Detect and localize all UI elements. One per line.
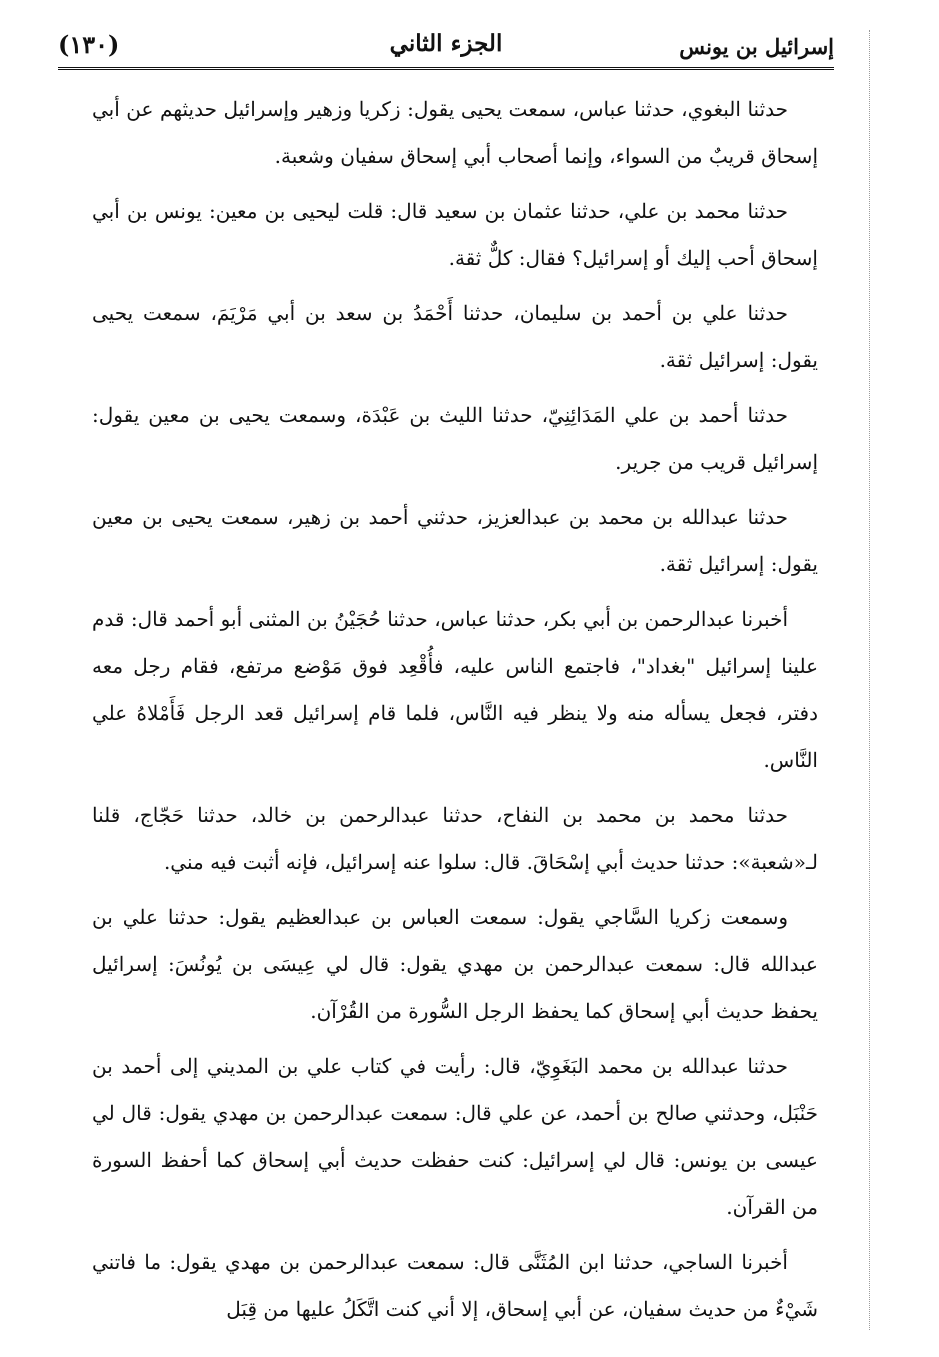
scan-edge-line <box>869 30 870 1330</box>
paragraph-3: حدثنا علي بن أحمد بن سليمان، حدثنا أَحْمَدُ بن سعد بن أبي مَرْيَمَ، سمعت يحيى يقول: إسرائيل ثقة. <box>92 301 818 372</box>
page-number: (١٣٠) <box>58 30 120 59</box>
paragraph-7: حدثنا محمد بن محمد بن النفاح، حدثنا عبدالرحمن بن خالد، حدثنا حَجّاج، قلنا لـ«شعبة»: حدثنا حديث أبي إسْحَاقَ. قال: سلوا عنه إسرائيل، فإنه أثبت فيه مني. <box>92 803 818 874</box>
paragraph-2: حدثنا محمد بن علي، حدثنا عثمان بن سعيد قال: قلت ليحيى بن معين: يونس بن أبي إسحاق أحب إليك أو إسرائيل؟ فقال: كلٌّ ثقة. <box>92 199 818 270</box>
paragraph-10: أخبرنا الساجي، حدثنا ابن المُثَنَّى قال: سمعت عبدالرحمن بن مهدي يقول: ما فاتني شَيْءٌ من حديث سفيان، عن أبي إسحاق، إلا أني كنت اتَّكَلُ عليها من قِبَل <box>92 1250 818 1321</box>
page-header <box>58 28 834 68</box>
paragraph-1: حدثنا البغوي، حدثنا عباس، سمعت يحيى يقول: زكريا وزهير وإسرائيل حديثهم عن أبي إسحاق قريبٌ من السواء، وإنما أصحاب أبي إسحاق سفيان وشعبة. <box>92 97 818 168</box>
paragraph-9: حدثنا عبدالله بن محمد البَغَوِيّ، قال: رأيت في كتاب علي بن المديني إلى أحمد بن حَنْبَل، وحدثني صالح بن أحمد، عن علي قال: سمعت عبدالرحمن بن مهدي يقول: قال لي عيسى بن يونس: قال لي إسرائيل: كنت حفظت حديث أبي إسحاق كما أحفظ السورة من القرآن. <box>92 1054 818 1219</box>
part-title: الجزء الثاني <box>389 30 503 57</box>
header-rule <box>58 67 834 70</box>
paragraph-6: أخبرنا عبدالرحمن بن أبي بكر، حدثنا عباس، حدثنا حُجَيْنُ بن المثنى أبو أحمد قال: قدم علينا إسرائيل "بغداد"، فاجتمع الناس عليه، فأُقْعِد فوق مَوْضع مرتفع، فقام رجل معه دفتر، فجعل يسأله منه ولا ينظر فيه النَّاس، فلما قام إسرائيل قعد الرجل فَأَمْلاهُ علي النَّاس. <box>92 607 818 772</box>
paragraph-5: حدثنا عبدالله بن محمد بن عبدالعزيز، حدثني أحمد بن زهير، سمعت يحيى بن معين يقول: إسرائيل ثقة. <box>92 505 818 576</box>
body-text <box>92 86 818 1341</box>
running-title: إسرائيل بن يونس <box>679 34 834 59</box>
paragraph-4: حدثنا أحمد بن علي المَدَائِنِيّ، حدثنا الليث بن عَبْدَة، وسمعت يحيى بن معين يقول: إسرائيل قريب من جرير. <box>92 403 818 474</box>
paragraph-8: وسمعت زكريا السَّاجي يقول: سمعت العباس بن عبدالعظيم يقول: حدثنا علي بن عبدالله قال: سمعت عبدالرحمن بن مهدي يقول: قال لي عِيسَى بن يُونُسَ: إسرائيل يحفظ حديث أبي إسحاق كما يحفظ الرجل السُّورة من القُرْآن. <box>92 905 818 1023</box>
